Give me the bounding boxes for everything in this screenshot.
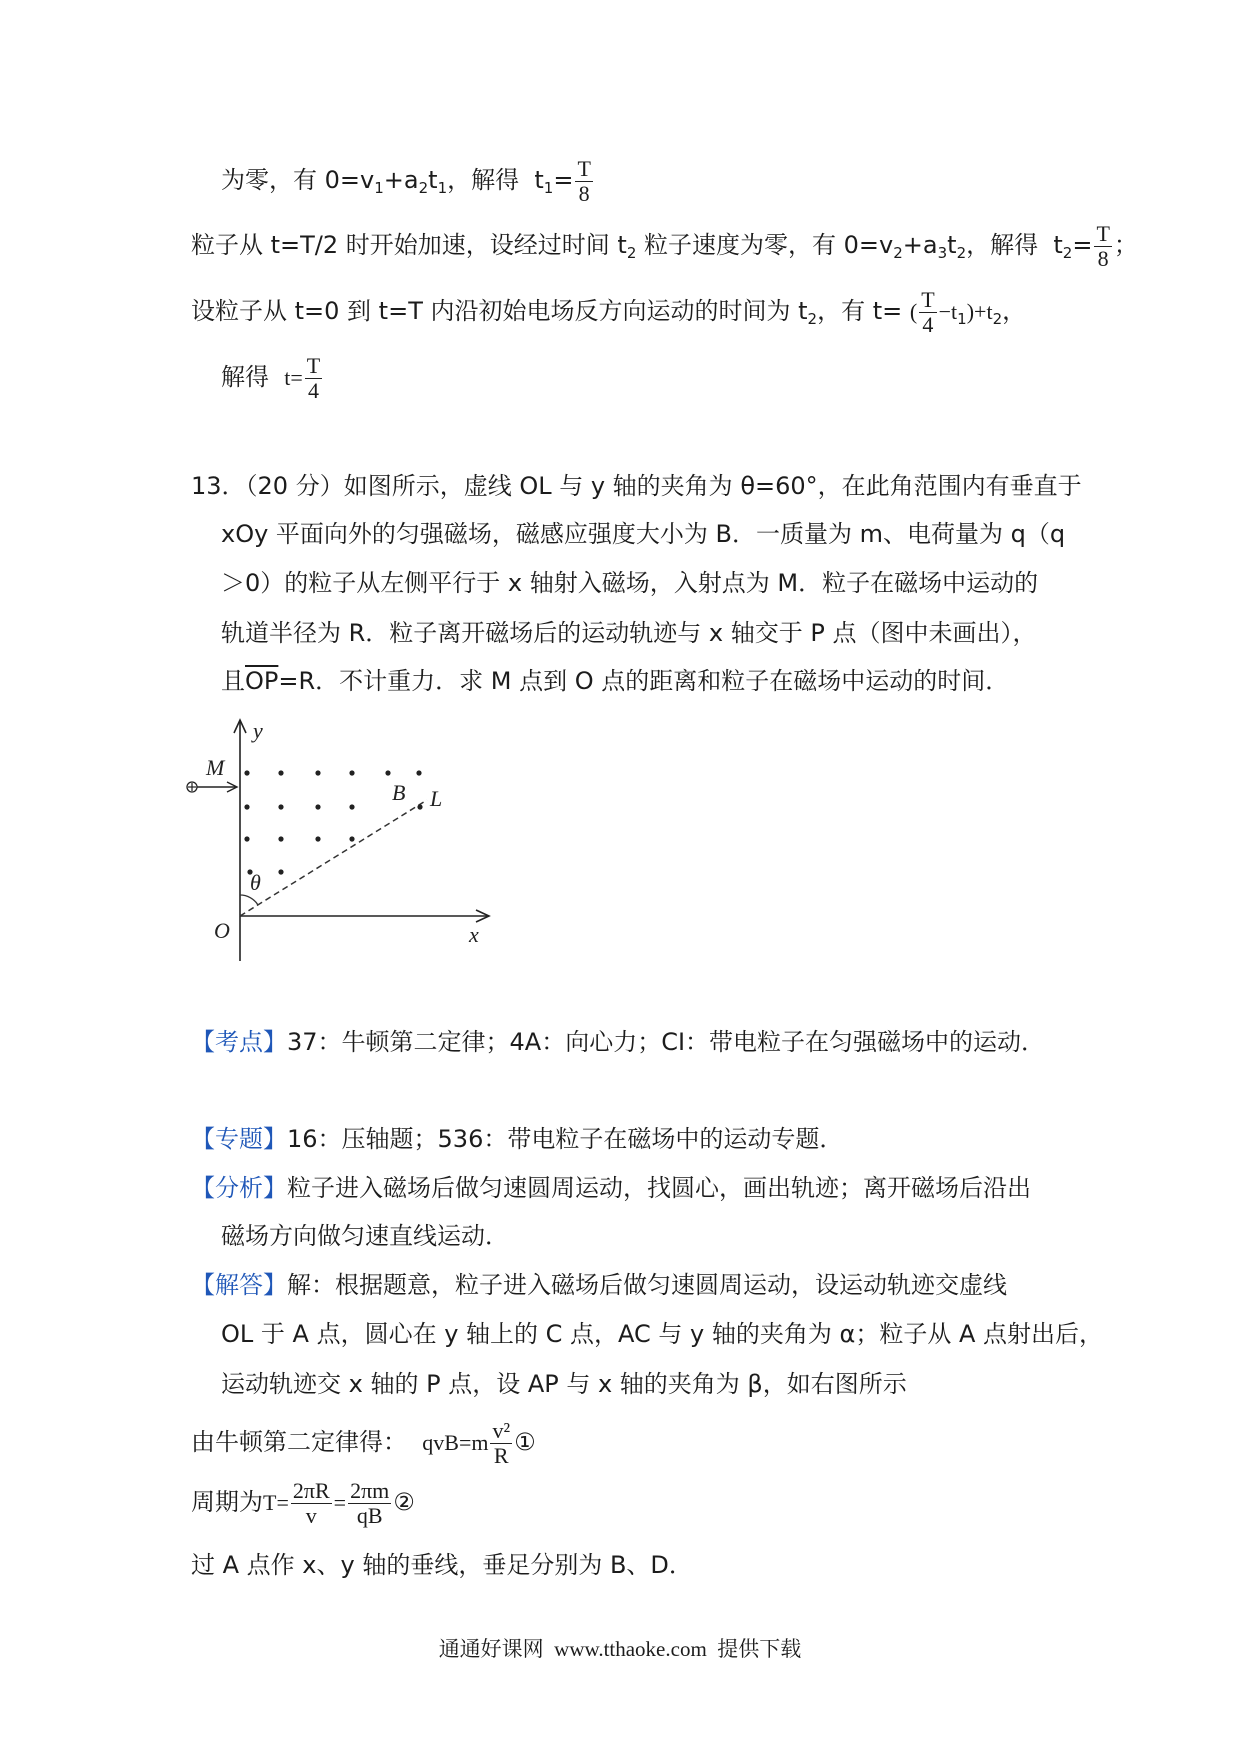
text-run: 设粒子从 t=0 到 t=T 内沿初始电场反方向运动的时间为 t: [191, 297, 808, 325]
text-run: 16：压轴题；536：带电粒子在磁场中的运动专题．: [287, 1125, 844, 1153]
origin-label: O: [214, 918, 230, 943]
subscript: 2: [992, 310, 1003, 328]
jieda-line: [221, 1369, 907, 1399]
fraction-numerator: 2πR: [292, 1477, 330, 1503]
jieda-line: [221, 1319, 1103, 1349]
q13-statement-line: [221, 568, 1038, 598]
x-axis-label: x: [469, 922, 479, 947]
field-dot: [315, 836, 320, 841]
fraction: [305, 352, 322, 403]
fraction: [348, 1477, 391, 1528]
text-run: ＞0）的粒子从左侧平行于 x 轴射入磁场，入射点为 M．粒子在磁场中运动的: [221, 569, 1039, 597]
text-run: 磁场方向做匀速直线运动．: [221, 1222, 509, 1250]
fraction-denominator: 4: [922, 311, 934, 337]
math-run: T=: [263, 1490, 289, 1515]
period-equation-line: [191, 1477, 415, 1528]
field-dot: [385, 770, 390, 775]
q12-solution-line: [221, 352, 324, 403]
field-dot: [349, 836, 354, 841]
math-run: )+t: [966, 299, 993, 324]
fraction-denominator: 8: [1097, 245, 1109, 271]
subscript: 1: [437, 179, 448, 197]
page-footer: 通通好课网 www.tthaoke.com 提供下载: [438, 1637, 802, 1661]
field-dot: [244, 770, 249, 775]
text-run: 13．（20 分）如图所示，虚线 OL 与 y 轴的夹角为 θ=60°，在此角范围内有垂直于: [191, 472, 1082, 500]
text-run: 周期为: [191, 1488, 263, 1516]
text-run: ，解得 t: [447, 166, 544, 194]
q12-solution-line: [191, 220, 1138, 271]
jieda-line: [191, 1270, 1007, 1300]
fraction-denominator: 4: [308, 377, 320, 403]
fraction: [291, 1477, 332, 1528]
q12-solution-line: [191, 286, 1027, 337]
subscript: 1: [374, 179, 384, 197]
subscript: 1: [543, 179, 554, 197]
q13-statement-line: [221, 618, 1037, 648]
text-run: 为零，有 0=v: [221, 166, 375, 194]
fraction-numerator: T: [921, 286, 935, 312]
text-run: 且: [221, 667, 245, 695]
text-run: =: [1072, 231, 1093, 259]
fraction: [575, 155, 592, 206]
math-run: =: [333, 1490, 347, 1515]
field-dot: [349, 804, 354, 809]
field-dot: [416, 770, 421, 775]
text-run: +a: [383, 166, 419, 194]
subscript: 2: [956, 244, 967, 262]
text-run: 轨道半径为 R．粒子离开磁场后的运动轨迹与 x 轴交于 P 点（图中未画出），: [221, 619, 1037, 647]
field-dot: [278, 836, 283, 841]
fenxi-line: [191, 1173, 1031, 1203]
dashed-boundary-OL: [240, 800, 427, 916]
text-run: 解：根据题意，粒子进入磁场后做匀速圆周运动，设运动轨迹交虚线: [287, 1271, 1007, 1299]
theta-angle-arc: [240, 895, 258, 905]
fraction: [919, 286, 936, 337]
point-m-label: M: [206, 755, 225, 780]
section-tag: 【解答】: [191, 1271, 287, 1299]
text-run: t: [947, 231, 957, 259]
text-run: 过 A 点作 x、y 轴的垂线，垂足分别为 B、D．: [191, 1551, 693, 1579]
magnetic-field-figure: [180, 706, 500, 972]
text-run: ；: [1113, 231, 1138, 259]
section-tag: 【专题】: [191, 1125, 287, 1153]
theta-label: θ: [250, 870, 261, 895]
fraction-numerator: 2πm: [350, 1477, 390, 1503]
field-dot: [315, 804, 320, 809]
fraction-denominator: 8: [578, 180, 590, 206]
text-run: 由牛顿第二定律得：: [191, 1428, 423, 1456]
text-run: xOy 平面向外的匀强磁场，磁感应强度大小为 B．一质量为 m、电荷量为 q（q: [221, 520, 1066, 548]
field-dot: [244, 836, 249, 841]
fraction-numerator: T: [306, 352, 321, 378]
q13-statement-line: [221, 666, 1009, 696]
text-run: 粒子速度为零，有 0=v: [636, 231, 894, 259]
math-run: t=: [284, 365, 303, 390]
fraction-numerator: v²: [492, 1417, 511, 1443]
subscript: 3: [937, 244, 948, 262]
field-dot: [315, 770, 320, 775]
section-tag: 【考点】: [191, 1028, 287, 1056]
y-axis-label: y: [253, 718, 263, 743]
text-run: 37：牛顿第二定律；4A：向心力；CI：带电粒子在匀强磁场中的运动．: [287, 1028, 1046, 1056]
q12-solution-line: [221, 155, 595, 206]
section-tag: 【分析】: [191, 1174, 287, 1202]
subscript: 2: [1062, 244, 1073, 262]
field-dot: [278, 869, 283, 874]
newton-equation-line: [191, 1417, 536, 1468]
perpendicular-line-text: [191, 1550, 693, 1580]
kaodian-line: [191, 1027, 1045, 1057]
fraction-denominator: v: [305, 1502, 317, 1528]
q13-statement-line: [191, 471, 1082, 501]
field-dot: [349, 770, 354, 775]
overlined-segment: $\overline{OP}$: [245, 667, 279, 695]
math-run: −t: [938, 299, 958, 324]
math-run: qvB=m: [422, 1430, 489, 1455]
text-run: =R．不计重力．求 M 点到 O 点的距离和粒子在磁场中运动的时间．: [278, 667, 1010, 695]
text-run: ②: [393, 1488, 415, 1516]
text-run: ，解得 t: [966, 231, 1063, 259]
text-run: 粒子从 t=T/2 时开始加速，设经过时间 t: [191, 231, 627, 259]
text-run: OL 于 A 点，圆心在 y 轴上的 C 点，AC 与 y 轴的夹角为 α；粒子从 A 点射出后，: [221, 1320, 1104, 1348]
text-run: 解得: [221, 363, 285, 391]
text-run: ，: [1002, 297, 1027, 325]
text-run: +a: [902, 231, 938, 259]
subscript: 2: [626, 244, 637, 262]
field-dot: [417, 804, 422, 809]
text-run: 粒子进入磁场后做匀速圆周运动，找圆心，画出轨迹；离开磁场后沿出: [287, 1174, 1031, 1202]
text-run: =: [553, 166, 574, 194]
fenxi-line: [221, 1221, 509, 1251]
subscript: 2: [893, 244, 903, 262]
text-run: 运动轨迹交 x 轴的 P 点，设 AP 与 x 轴的夹角为 β，如右图所示: [221, 1370, 907, 1398]
text-run: t: [428, 166, 438, 194]
fraction-denominator: qB: [356, 1502, 383, 1528]
subscript: 2: [418, 179, 429, 197]
math-run: (: [909, 299, 918, 324]
fraction-numerator: T: [577, 155, 591, 181]
field-dot: [244, 804, 249, 809]
subscript: 1: [957, 310, 967, 328]
field-b-label: B: [392, 780, 406, 805]
field-dot: [278, 804, 283, 809]
text-run: ，有 t=: [817, 297, 910, 325]
fraction: [1094, 220, 1111, 271]
field-dot: [278, 770, 283, 775]
fraction-numerator: T: [1096, 220, 1110, 246]
q13-statement-line: [221, 519, 1065, 549]
text-run: ①: [514, 1428, 536, 1456]
subscript: 2: [807, 310, 818, 328]
zhuanti-line: [191, 1124, 843, 1154]
fraction: [490, 1417, 512, 1468]
line-l-label: L: [430, 786, 443, 811]
fraction-denominator: R: [493, 1442, 509, 1468]
